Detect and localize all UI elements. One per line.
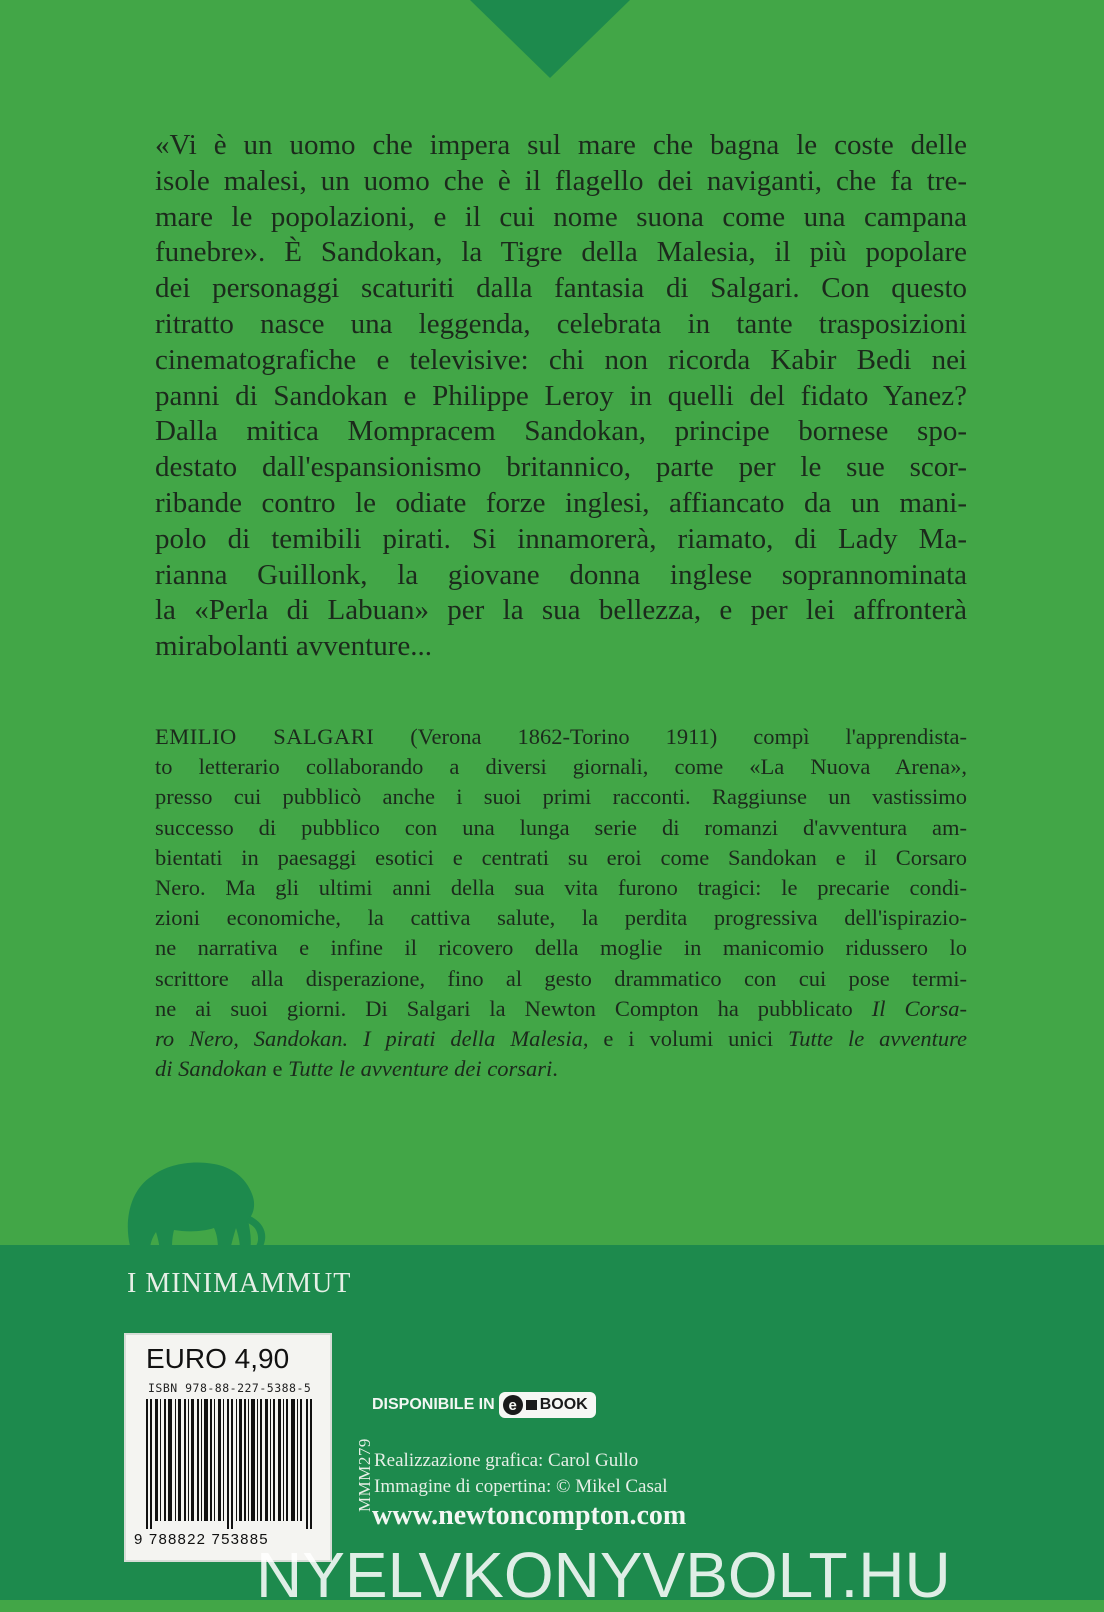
bio-line	[155, 1024, 967, 1054]
bio-line: successo di pubblico con una lunga serie di romanzi d'avventura am-	[155, 814, 967, 840]
blurb-line: panni di Sandokan e Philippe Leroy in quelli del fidato Yanez?	[155, 379, 967, 412]
blurb-line: mare le popolazioni, e il cui nome suona come una campana	[155, 200, 967, 233]
bio-line	[155, 994, 967, 1024]
bio-line: scrittore alla disperazione, fino al gesto drammatico con cui pose termi-	[155, 965, 967, 991]
ebook-square-icon	[526, 1400, 537, 1410]
ebook-e-icon: e	[503, 1395, 523, 1415]
bio-line: Nero. Ma gli ultimi anni della sua vita furono tragici: le precarie condi-	[155, 875, 967, 901]
ebook-prefix: DISPONIBILE IN	[372, 1396, 495, 1413]
ebook-availability	[372, 1390, 596, 1420]
publisher-website: www.newtoncompton.com	[372, 1500, 687, 1531]
blurb-paragraph	[155, 128, 967, 665]
price-label: EURO 4,90	[146, 1343, 290, 1374]
bio-line	[155, 1054, 967, 1084]
bio-line: presso cui pubblicò anche i suoi primi racconti. Raggiunse un vastissimo	[155, 784, 967, 810]
top-notch-triangle	[0, 0, 1104, 80]
book-title: ro Nero, Sandokan. I pirati della Malesia	[155, 1026, 583, 1052]
mammoth-icon	[122, 1150, 272, 1260]
bio-line	[155, 722, 967, 752]
blurb-line: Dalla mitica Mompracem Sandokan, principe bornese spo-	[155, 415, 967, 448]
cover-credit: Immagine di copertina: © Mikel Casal	[374, 1476, 668, 1497]
barcode	[146, 1399, 314, 1529]
bio-text: .	[552, 1056, 558, 1082]
series-name: I MINIMAMMUT	[127, 1268, 352, 1299]
design-credit: Realizzazione grafica: Carol Gullo	[374, 1450, 639, 1471]
bio-text: , e i volumi unici	[582, 1026, 789, 1052]
blurb-line: mirabolanti avventure...	[155, 630, 433, 663]
bio-text: ne ai suoi giorni. Di Salgari la Newton Compton ha pubblicato	[155, 995, 872, 1021]
bio-line: ne narrativa e infine il ricovero della moglie in manicomio ridussero lo	[155, 935, 967, 961]
bio-line: to letterario collaborando a diversi giornali, come «La Nuova Arena»,	[155, 754, 967, 780]
blurb-line: dei personaggi scaturiti dalla fantasia di Salgari. Con questo	[155, 272, 967, 305]
bio-line: zioni economiche, la cattiva salute, la perdita progressiva dell'ispirazio-	[155, 905, 967, 931]
blurb-line: la «Perla di Labuan» per la sua bellezza, e per lei affronterà	[155, 594, 967, 627]
catalog-code: MMM279	[355, 1438, 374, 1512]
isbn-text: ISBN 978-88-227-5388-5	[148, 1381, 312, 1395]
blurb-line: destato dall'espansionismo britannico, parte per le sue scor-	[155, 451, 967, 484]
watermark: NYELVKONYVBOLT.HU	[256, 1539, 951, 1611]
blurb-line: polo di temibili pirati. Si innamorerà, riamato, di Lady Ma-	[155, 522, 967, 555]
bio-text: e	[266, 1056, 289, 1082]
book-title: Tutte le avventure	[788, 1026, 967, 1052]
book-title: di Sandokan	[155, 1056, 267, 1082]
blurb-line: rianna Guillonk, la giovane donna inglese soprannominata	[155, 558, 967, 591]
blurb-line: isole malesi, un uomo che è il flagello dei naviganti, che fa tre-	[155, 164, 967, 197]
blurb-line: «Vi è un uomo che impera sul mare che bagna le coste delle	[155, 129, 967, 161]
book-title: Tutte le avventure dei corsari	[288, 1056, 553, 1082]
ebook-label: BOOK	[539, 1396, 588, 1413]
ebook-badge	[499, 1392, 596, 1418]
bio-line: bientati in paesaggi esotici e centrati su eroi come Sandokan e il Corsaro	[155, 844, 967, 870]
blurb-line: ritratto nasce una leggenda, celebrata in tante trasposizioni	[155, 307, 967, 340]
blurb-line: cinematografiche e televisive: chi non ricorda Kabir Bedi nei	[155, 343, 967, 376]
author-bio-paragraph	[155, 722, 967, 1084]
book-title: Il Corsa-	[871, 995, 967, 1021]
blurb-line: funebre». È Sandokan, la Tigre della Malesia, il più popolare	[155, 236, 967, 269]
barcode-box	[124, 1333, 332, 1562]
barcode-number: 9 788822 753885	[134, 1531, 269, 1548]
blurb-line: ribande contro le odiate forze inglesi, affiancato da un mani-	[155, 486, 967, 519]
author-name: EMILIO SALGARI	[155, 724, 375, 749]
bio-text: (Verona 1862-Torino 1911) compì l'apprendista-	[374, 724, 967, 749]
